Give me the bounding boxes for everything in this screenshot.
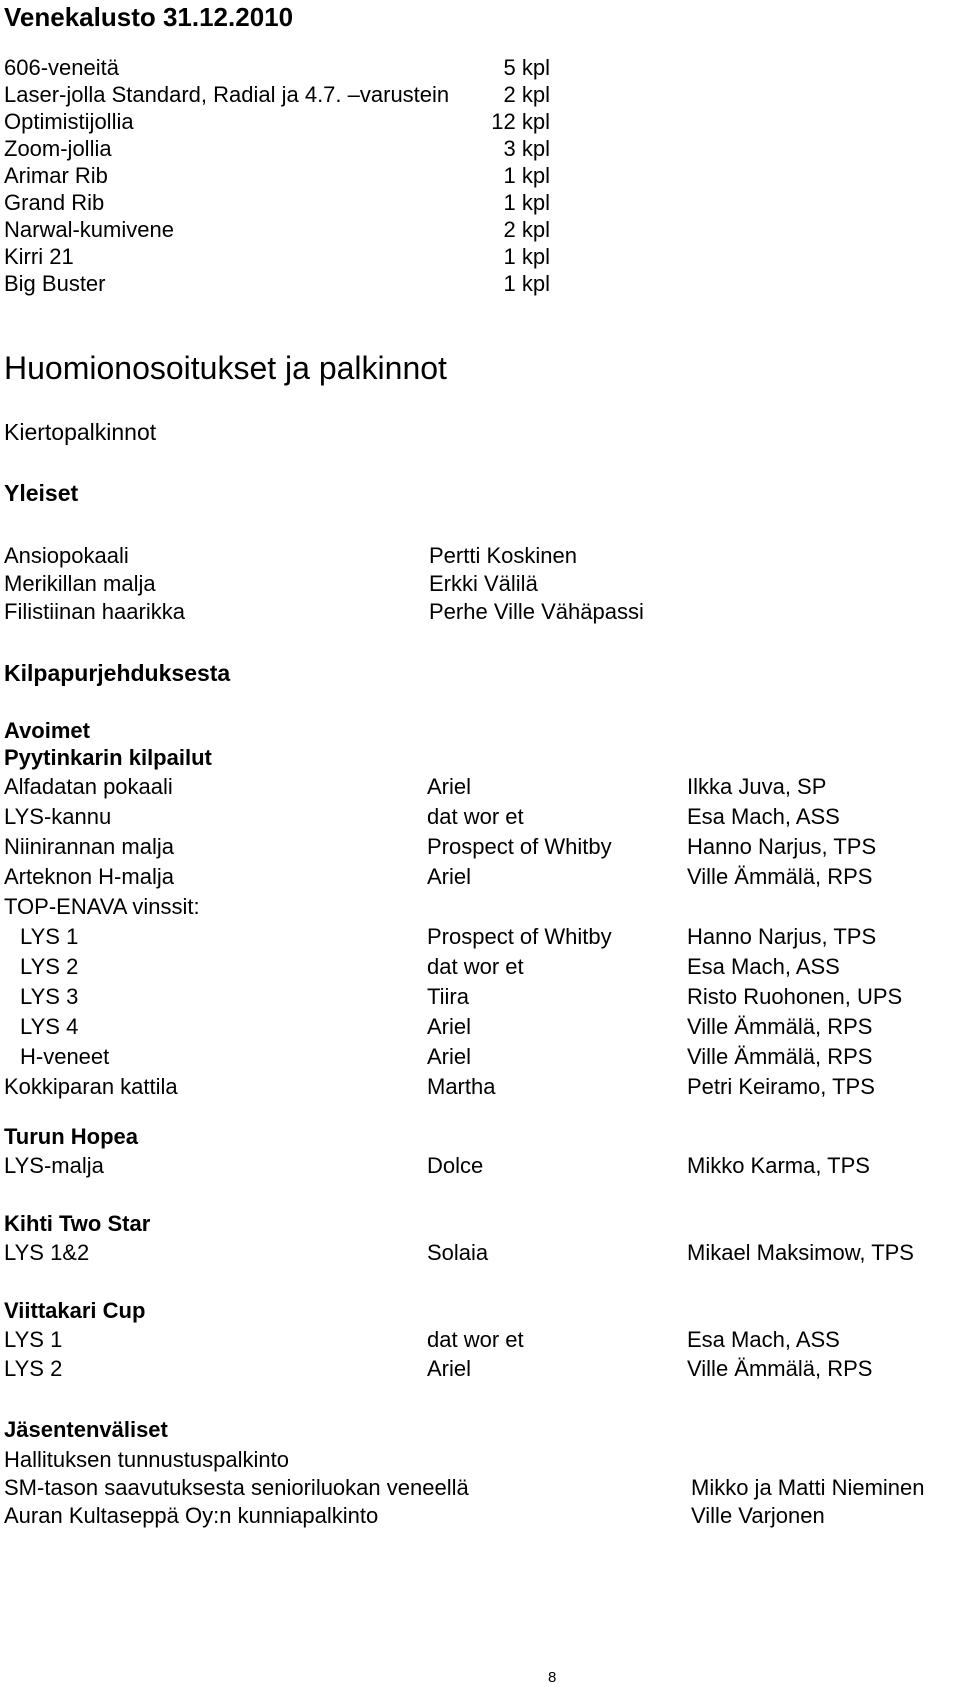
result-winner: Ilkka Juva, SP	[687, 774, 827, 799]
result-winner: Petri Keiramo, TPS	[687, 1074, 875, 1099]
fleet-item-name: Laser-jolla Standard, Radial ja 4.7. –varustein	[4, 82, 450, 107]
result-prize: LYS 1	[4, 1327, 63, 1352]
result-boat: Tiira	[427, 984, 469, 1009]
result-boat: Dolce	[427, 1153, 484, 1178]
prize-winner: Perhe Ville Vähäpassi	[429, 599, 644, 624]
result-boat: Ariel	[427, 774, 472, 799]
result-winner: Esa Mach, ASS	[687, 954, 840, 979]
member-winner: Mikko ja Matti Nieminen	[691, 1475, 925, 1500]
result-winner: Mikael Maksimow, TPS	[687, 1240, 914, 1265]
member-prize: Auran Kultaseppä Oy:n kunniapalkinto	[4, 1503, 379, 1528]
fleet-item-qty: 2 kpl	[503, 217, 550, 242]
result-winner: Ville Ämmälä, RPS	[687, 1014, 873, 1039]
heading-racing: Kilpapurjehduksesta	[4, 660, 231, 686]
heading-rotating-prizes: Kiertopalkinnot	[4, 419, 157, 445]
result-prize: LYS 2	[4, 1356, 63, 1381]
fleet-item-name: Narwal-kumivene	[4, 217, 174, 242]
fleet-item-qty: 1 kpl	[503, 163, 550, 188]
result-winner: Esa Mach, ASS	[687, 804, 840, 829]
result-boat: dat wor et	[427, 1327, 524, 1352]
result-winner: Ville Ämmälä, RPS	[687, 864, 873, 889]
fleet-item-name: Kirri 21	[4, 244, 74, 269]
result-winner: Hanno Narjus, TPS	[687, 924, 877, 949]
result-prize: LYS 4	[20, 1014, 79, 1039]
result-prize: LYS-kannu	[4, 804, 112, 829]
fleet-item-qty: 1 kpl	[503, 244, 550, 269]
result-prize: H-veneet	[20, 1044, 110, 1069]
fleet-item-name: Zoom-jollia	[4, 136, 112, 161]
fleet-item-qty: 2 kpl	[503, 82, 550, 107]
result-boat: Solaia	[427, 1240, 489, 1265]
prize-name: Filistiinan haarikka	[4, 599, 185, 624]
fleet-item-qty: 1 kpl	[503, 190, 550, 215]
member-winner: Ville Varjonen	[691, 1503, 825, 1528]
result-prize: LYS 2	[20, 954, 79, 979]
result-winner: Mikko Karma, TPS	[687, 1153, 870, 1178]
prize-winner: Pertti Koskinen	[429, 543, 577, 568]
result-prize: LYS 1&2	[4, 1240, 90, 1265]
result-boat: Martha	[427, 1074, 496, 1099]
page-number: 8	[548, 1669, 557, 1686]
heading-pyytinkari: Pyytinkarin kilpailut	[4, 745, 212, 770]
result-prize: LYS-malja	[4, 1153, 104, 1178]
result-prize: TOP-ENAVA vinssit:	[4, 894, 200, 919]
fleet-item-qty: 1 kpl	[503, 271, 550, 296]
result-boat: dat wor et	[427, 804, 524, 829]
result-boat: Prospect of Whitby	[427, 834, 612, 859]
fleet-item-name: Big Buster	[4, 271, 106, 296]
fleet-item-name: Arimar Rib	[4, 163, 108, 188]
fleet-item-qty: 3 kpl	[503, 136, 550, 161]
prize-name: Ansiopokaali	[4, 543, 129, 568]
heading-kihti-two-star: Kihti Two Star	[4, 1211, 151, 1236]
result-prize: Alfadatan pokaali	[4, 774, 173, 799]
result-prize: LYS 1	[20, 924, 79, 949]
result-prize: Niinirannan malja	[4, 834, 174, 859]
heading-awards: Huomionosoitukset ja palkinnot	[4, 350, 447, 386]
result-boat: Prospect of Whitby	[427, 924, 612, 949]
fleet-item-name: 606-veneitä	[4, 55, 119, 80]
result-winner: Risto Ruohonen, UPS	[687, 984, 903, 1009]
result-winner: Ville Ämmälä, RPS	[687, 1044, 873, 1069]
fleet-item-name: Optimistijollia	[4, 109, 134, 134]
result-boat: Ariel	[427, 1356, 472, 1381]
result-boat: Ariel	[427, 864, 472, 889]
result-winner: Ville Ämmälä, RPS	[687, 1356, 873, 1381]
result-boat: Ariel	[427, 1014, 472, 1039]
prize-winner: Erkki Välilä	[429, 571, 538, 596]
heading-members: Jäsentenväliset	[4, 1417, 168, 1442]
result-boat: Ariel	[427, 1044, 472, 1069]
page-title: Venekalusto 31.12.2010	[4, 2, 294, 32]
heading-general: Yleiset	[4, 480, 79, 506]
result-prize: Arteknon H-malja	[4, 864, 174, 889]
fleet-item-qty: 12 kpl	[491, 109, 550, 134]
prize-name: Merikillan malja	[4, 571, 156, 596]
member-prize: Hallituksen tunnustuspalkinto	[4, 1447, 289, 1472]
heading-viittakari-cup: Viittakari Cup	[4, 1298, 146, 1323]
member-prize: SM-tason saavutuksesta senioriluokan veneellä	[4, 1475, 469, 1500]
result-prize: Kokkiparan kattila	[4, 1074, 178, 1099]
result-winner: Esa Mach, ASS	[687, 1327, 840, 1352]
heading-turun-hopea: Turun Hopea	[4, 1124, 139, 1149]
result-winner: Hanno Narjus, TPS	[687, 834, 877, 859]
fleet-item-qty: 5 kpl	[503, 55, 550, 80]
fleet-item-name: Grand Rib	[4, 190, 105, 215]
result-prize: LYS 3	[20, 984, 79, 1009]
result-boat: dat wor et	[427, 954, 524, 979]
heading-open: Avoimet	[4, 718, 90, 743]
